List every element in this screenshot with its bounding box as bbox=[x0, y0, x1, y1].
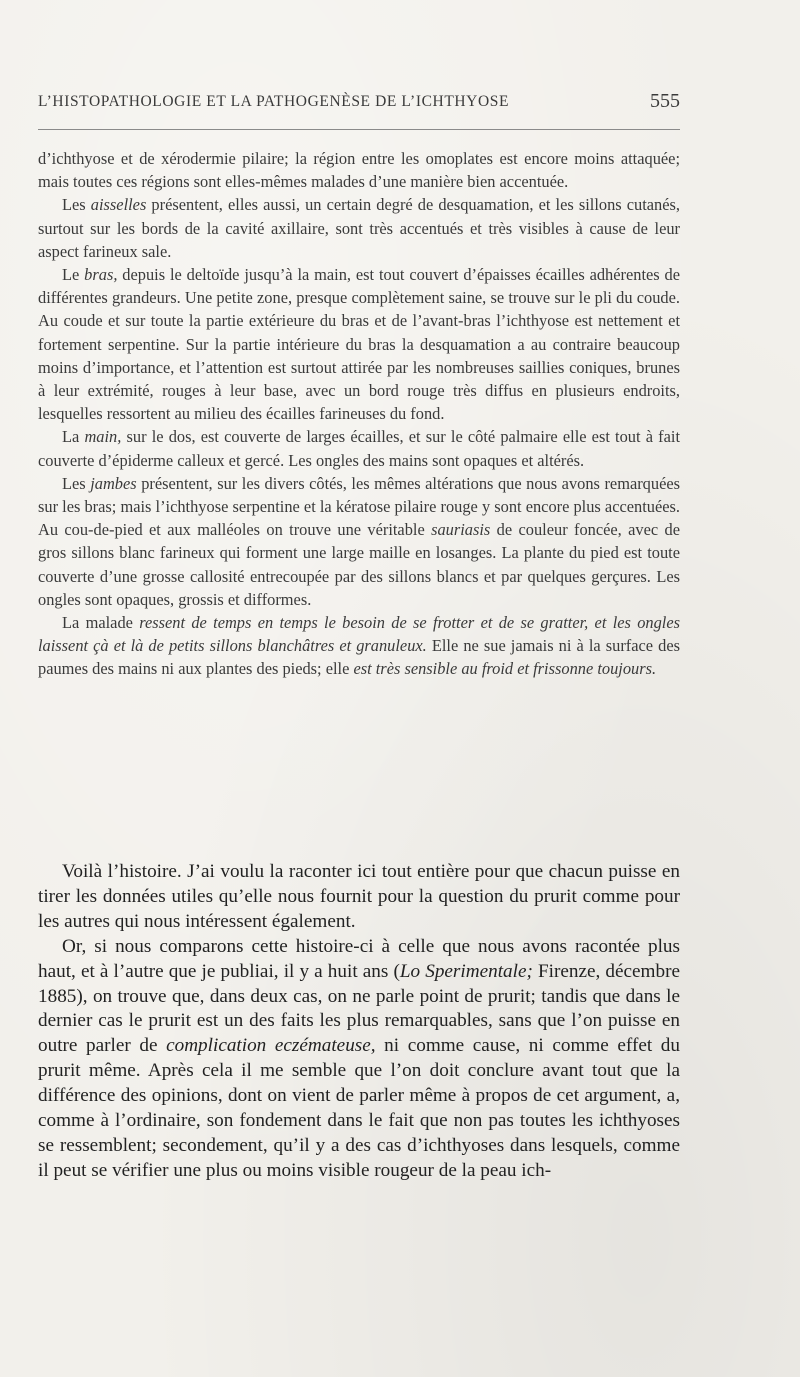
italic-term-bras: bras, bbox=[84, 265, 118, 285]
italic-passage-froid: est très sensible au froid et frissonne toujours. bbox=[353, 659, 657, 679]
paragraph-malade: La malade ressent de temps en temps le besoin de se frotter et de se gratter, et les ongles laissent çà et là de petits sillons blanchâtres et granuleux. Elle ne sue jamais ni à la surface des paumes des mains ni aux plantes des pieds; elle est très sensible au froid et frissonne toujours. bbox=[38, 613, 680, 679]
running-head bbox=[38, 90, 680, 117]
discussion-text bbox=[38, 860, 680, 1184]
italic-term-complication: complication eczémateuse, bbox=[166, 1035, 376, 1057]
page-number: 555 bbox=[650, 90, 680, 112]
paragraph-comparaison: Or, si nous comparons cette histoire-ci à celle que nous avons racontée plus haut, et à l’autre que je publiai, il y a huit ans (Lo Sperimentale; Firenze, décembre 1885), on trouve que, dans deux cas, on ne parle point de prurit; tandis que dans le dernier cas le prurit est un des faits les plus remarquables, sans que l’on puisse en outre parler de complication eczémateuse, ni comme cause, ni comme effet du prurit même. Après cela il me semble que l’on doit conclure avant tout que la différence des opinions, dont on vient de parler même à propos de cet argument, a, comme à l’ordinaire, son fondement dans le fait que non pas toutes les ichthyoses se ressemblent; secondement, qu’il y a des cas d’ichthyoses dans lesquels, comme il peut se vérifier une plus ou moins visible rougeur de la peau ich- bbox=[38, 935, 680, 1181]
header-rule bbox=[38, 129, 680, 130]
paragraph-bras: Le bras, depuis le deltoïde jusqu’à la main, est tout couvert d’épaisses écailles adhérentes de différentes grandeurs. Une petite zone, presque complètement saine, se trouve sur le pli du coude. Au coude et sur toute la partie extérieure du bras et de l’avant-bras l’ichthyose est nettement et fortement serpentine. Sur la partie intérieure du bras la desquamation a au contraire beaucoup moins d’importance, et l’attention est surtout attirée par les nombreuses saillies coniques, brunes à leur extrémité, rouges à leur base, avec un bord rouge très diffus en plusieurs endroits, lesquelles ressortent au milieu des écailles farineuses du fond. bbox=[38, 265, 681, 424]
paragraph-jambes: Les jambes présentent, sur les divers côtés, les mêmes altérations que nous avons remarquées sur les bras; mais l’ichthyose serpentine et la kératose pilaire rouge y sont encore plus accentuées. Au cou-de-pied et aux malléoles on trouve une véritable sauriasis de couleur foncée, avec de gros sillons blanc farineux qui forment une large maille en losanges. La plante du pied est toute couverte d’une grosse callosité entrecoupée par des sillons blancs et par quelques gerçures. Les ongles sont opaques, grossis et difformes. bbox=[38, 473, 680, 609]
paragraph-continuation: d’ichthyose et de xérodermie pilaire; la région entre les omoplates est encore moins attaquée; mais toutes ces régions sont elles-mêmes malades d’une manière bien accentuée. bbox=[38, 149, 680, 192]
running-head-title: L’HISTOPATHOLOGIE ET LA PATHOGENÈSE DE L’ICHTHYOSE bbox=[38, 93, 510, 110]
paragraph-main: La main, sur le dos, est couverte de larges écailles, et sur le côté palmaire elle est tout à fait couverte d’épiderme calleux et gercé. Les ongles des mains sont opaques et altérés. bbox=[38, 427, 680, 470]
italic-term-jambes: jambes bbox=[90, 473, 137, 493]
italic-term-aisselles: aisselles bbox=[90, 195, 147, 215]
italic-term-sauriasis: sauriasis bbox=[431, 520, 491, 540]
italic-term-main: main, bbox=[84, 427, 122, 447]
italic-passage-prurit: ressent de temps en temps le besoin de se frotter et de se gratter, et les ongles laissent çà et là de petits sillons blanchâtres et granuleux. bbox=[38, 613, 680, 656]
case-history-text bbox=[38, 147, 680, 681]
paragraph-histoire: Voilà l’histoire. J’ai voulu la raconter ici tout entière pour que chacun puisse en tirer les données utiles qu’elle nous fournit pour la question du prurit comme pour les autres qui nous intéressent également. bbox=[38, 861, 680, 932]
paragraph-aisselles: Les aisselles présentent, elles aussi, un certain degré de desquamation, et les sillons cutanés, surtout sur les bords de la cavité axillaire, sont très accentués et très visibles à cause de leur aspect farineux sale. bbox=[38, 195, 680, 261]
italic-citation-sperimentale: Lo Sperimentale; bbox=[399, 960, 533, 982]
